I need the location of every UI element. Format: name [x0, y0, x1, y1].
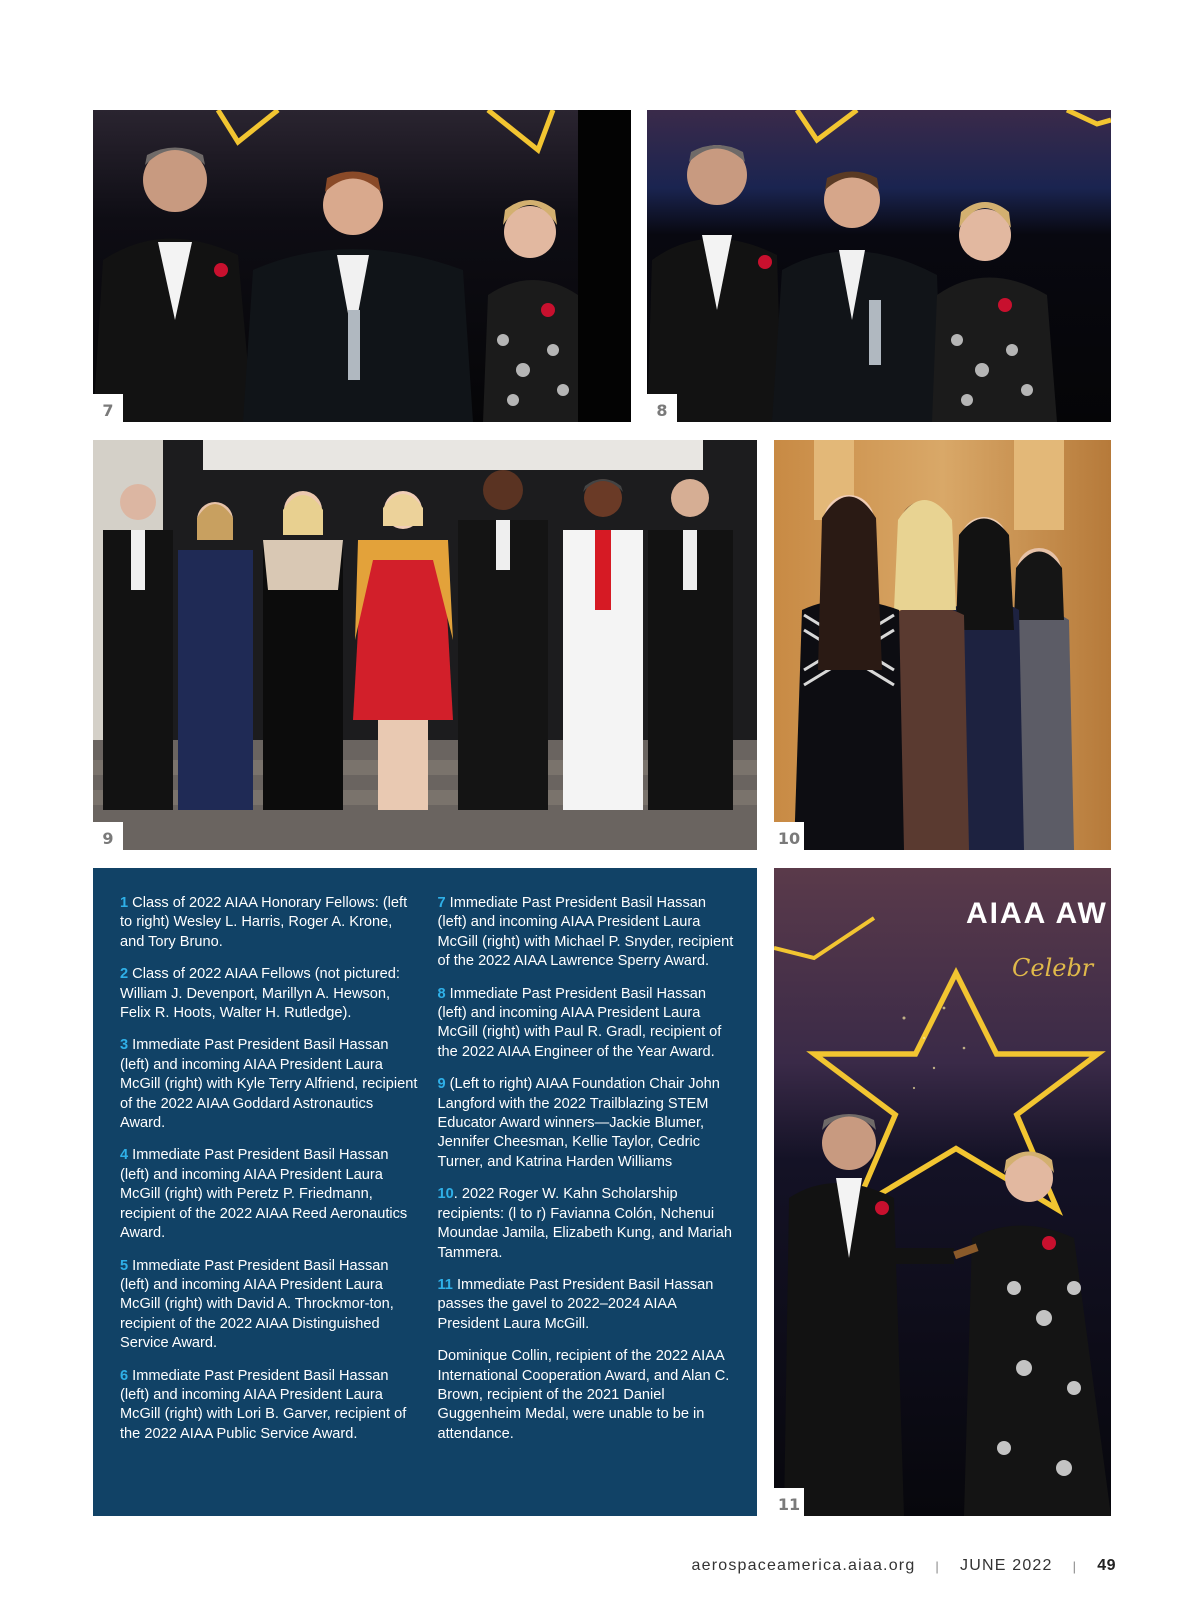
photo-number: 8	[647, 394, 677, 422]
caption-text: Immediate Past President Basil Hassan (left) and incoming AIAA President Laura McGill (right) with Lori B. Garver, recipient of the 2022 AIAA Public Service Award.	[120, 1367, 407, 1442]
photo-10-image	[774, 440, 1111, 850]
caption-number: 2	[120, 966, 129, 983]
caption-text: Immediate Past President Basil Hassan (left) and incoming AIAA President Laura McGill (right) with Kyle Terry Alfriend, recipient of the 2022 AIAA Goddard Astronautics Award.	[120, 1037, 418, 1132]
caption-text: Immediate Past President Basil Hassan passes the gavel to 2022–2024 AIAA President Laura McGill.	[437, 1276, 714, 1332]
photo-8	[647, 110, 1111, 422]
caption-text: Immediate Past President Basil Hassan (left) and incoming AIAA President Laura McGill (right) with Paul R. Gradl, recipient of the 2022 AIAA Engineer of the Year Award.	[437, 985, 722, 1060]
photo-number: 10	[774, 822, 804, 850]
caption-3	[120, 1036, 418, 1133]
footer-separator: |	[935, 1558, 940, 1574]
captions-panel	[93, 868, 757, 1516]
caption-number: 6	[120, 1367, 129, 1384]
caption-text: Class of 2022 AIAA Fellows (not pictured: William J. Devenport, Marillyn A. Hewson, Felix R. Hoots, Walter H. Rutledge).	[120, 966, 400, 1022]
caption-text: (Left to right) AIAA Foundation Chair John Langford with the 2022 Trailblazing STEM Educator Award winners—Jackie Blumer, Jennifer Cheesman, Kellie Taylor, Cedric Turner, and Katrina Harden Williams	[437, 1076, 720, 1170]
caption-10	[438, 1185, 736, 1263]
photo-7-image	[93, 110, 631, 422]
caption-8	[438, 985, 736, 1063]
caption-2	[120, 965, 418, 1023]
photo-7	[93, 110, 631, 422]
caption-text: Immediate Past President Basil Hassan (left) and incoming AIAA President Laura McGill (right) with Michael P. Snyder, recipient of the 2022 AIAA Lawrence Sperry Award.	[437, 895, 734, 970]
captions-column-left	[120, 894, 418, 1496]
photo-11-image	[774, 868, 1111, 1516]
page-footer	[692, 1557, 1116, 1575]
caption-1	[120, 894, 418, 952]
caption-5	[120, 1257, 418, 1354]
photo-10	[774, 440, 1111, 850]
caption-text: Immediate Past President Basil Hassan (left) and incoming AIAA President Laura McGill (right) with Peretz P. Friedmann, recipient of the 2022 AIAA Reed Aeronautics Award.	[120, 1147, 408, 1242]
footer-site: aerospaceamerica.aiaa.org	[691, 1557, 916, 1574]
footer-issue: JUNE 2022	[960, 1557, 1053, 1574]
caption-number: 7	[437, 895, 446, 911]
caption-7	[438, 894, 736, 972]
caption-text: Immediate Past President Basil Hassan (left) and incoming AIAA President Laura McGill (right) with David A. Throckmor-ton, recipient of the 2022 AIAA Distinguished Service Award.	[120, 1257, 394, 1352]
caption-number: 4	[120, 1147, 129, 1164]
page-number: 49	[1097, 1557, 1116, 1574]
photo-9-image	[93, 440, 757, 850]
backdrop-text: AIAA AW	[966, 897, 1108, 930]
caption-text: Class of 2022 AIAA Honorary Fellows: (left to right) Wesley L. Harris, Roger A. Krone, and Tory Bruno.	[120, 895, 408, 950]
photo-8-image	[647, 110, 1111, 422]
photo-9	[93, 440, 757, 850]
caption-11	[438, 1276, 736, 1334]
backdrop-script: Celebr	[1012, 954, 1094, 982]
caption-number: 11	[437, 1276, 453, 1293]
caption-number: 5	[120, 1257, 129, 1274]
caption-text: . 2022 Roger W. Kahn Scholarship recipients: (l to r) Favianna Colón, Nchenui Moundae Jamila, Elizabeth Kung, and Mariah Tammera.	[437, 1186, 732, 1261]
photo-11	[774, 868, 1111, 1516]
caption-text: Dominique Collin, recipient of the 2022 AIAA International Cooperation Award, and Alan C. Brown, recipient of the 2021 Daniel Guggenheim Medal, were unable to be in attendance.	[437, 1348, 730, 1442]
caption-4	[120, 1146, 418, 1243]
photo-number: 11	[774, 1488, 804, 1516]
caption-number: 1	[120, 895, 129, 911]
caption-number: 3	[120, 1037, 129, 1054]
caption-number: 9	[437, 1076, 446, 1093]
photo-number: 7	[93, 394, 123, 422]
caption-number: 10	[437, 1186, 454, 1203]
footer-separator: |	[1072, 1558, 1078, 1574]
captions-column-right	[438, 894, 736, 1496]
caption-9	[438, 1075, 736, 1172]
photo-number: 9	[93, 822, 123, 850]
caption-6	[120, 1367, 418, 1445]
caption-absent-note	[438, 1347, 736, 1444]
caption-number: 8	[437, 985, 446, 1002]
